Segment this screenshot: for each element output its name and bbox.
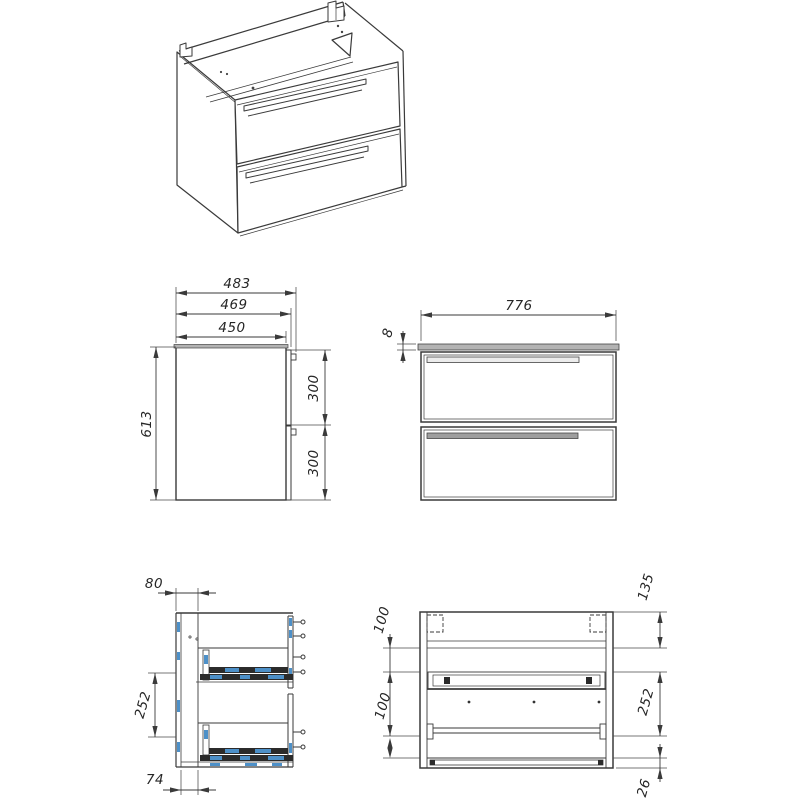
- dim-bottom-offset: 74: [145, 772, 165, 788]
- dim-bracket-drop: 135: [634, 571, 658, 603]
- dim-upper-front-height: 300: [306, 374, 322, 402]
- side-lower-front: [286, 426, 291, 500]
- small-gap-arrows: [387, 738, 392, 758]
- dim-height: 613: [139, 410, 155, 438]
- wall-bracket-right: [328, 1, 344, 22]
- rear-bracket-left: [427, 615, 443, 632]
- side-top-panel: [174, 345, 288, 349]
- section-lower-drawer: [198, 723, 293, 761]
- wall-bracket-left: [180, 43, 192, 57]
- dim-bottom-gap: 26: [633, 776, 655, 799]
- section-view: [132, 576, 305, 795]
- rear-screw-dots: [468, 701, 601, 704]
- section-screws: [293, 620, 305, 749]
- rear-carcass: [420, 612, 613, 768]
- dim-lower-front-height: 300: [306, 449, 322, 477]
- dim-rear-upper-gap: 100: [370, 604, 394, 636]
- rear-lower-bar: [427, 724, 606, 739]
- front-view: [379, 298, 619, 500]
- dim-carcass-depth: 450: [218, 320, 246, 336]
- side-view: [139, 276, 331, 500]
- dim-width: 776: [505, 298, 533, 314]
- dim-overall-depth: 483: [223, 276, 251, 292]
- dim-rail-spacing: 252: [634, 686, 658, 718]
- side-upper-front: [286, 350, 291, 425]
- hardware-blue-marks: [177, 618, 292, 766]
- siphon-cutout: [332, 33, 352, 56]
- rear-upper-slide: [427, 672, 606, 689]
- side-handle-upper: [291, 354, 296, 360]
- dim-slide-spacing: 252: [131, 689, 155, 721]
- front-handle-upper: [427, 357, 579, 363]
- side-handle-lower: [291, 429, 296, 435]
- dim-top-offset: 80: [144, 576, 164, 592]
- rear-view: [371, 572, 667, 799]
- side-carcass: [176, 347, 286, 500]
- dim-depth-with-front: 469: [220, 297, 248, 313]
- rear-bracket-right: [590, 615, 606, 632]
- dim-top-thickness: 8: [379, 326, 398, 340]
- perspective-view: [177, 1, 406, 236]
- front-handle-lower: [427, 433, 578, 439]
- front-top-panel: [418, 344, 619, 350]
- rear-bottom-band: [427, 758, 606, 765]
- dim-rear-lower-gap: 100: [371, 690, 395, 722]
- section-upper-drawer: [196, 648, 293, 682]
